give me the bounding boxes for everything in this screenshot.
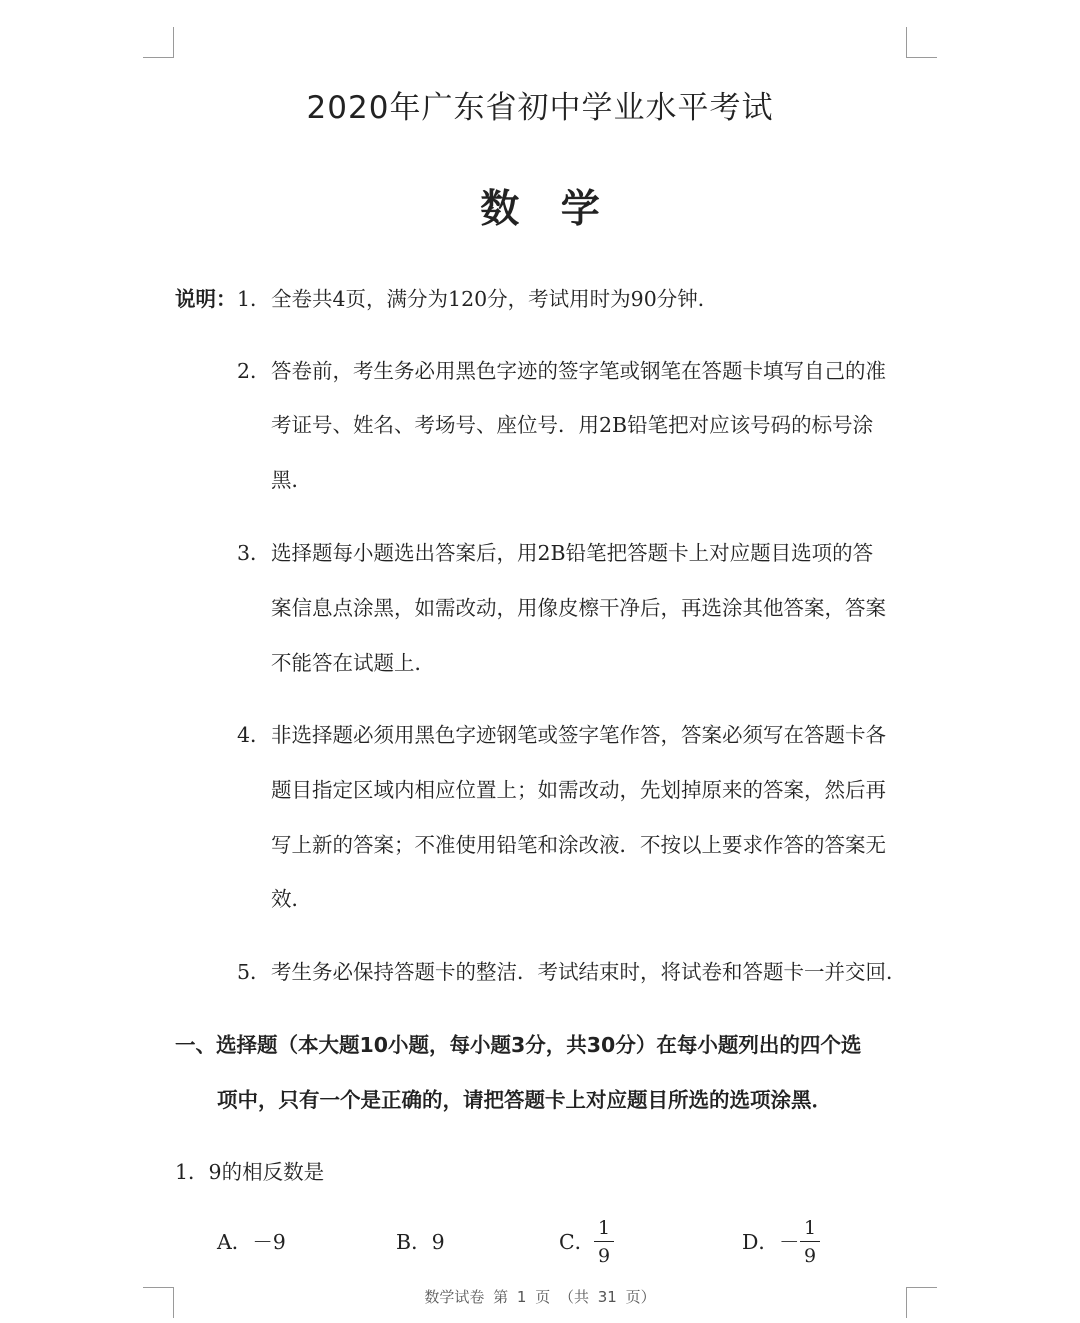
fraction-denominator: 9 [803,1245,817,1267]
option-text: 9 [431,1230,445,1254]
subject-title: 数 学 [480,187,614,232]
page-footer: 数学试卷 第 1 页 （共 31 页） [424,1288,656,1306]
option-c-fraction [594,1218,614,1266]
instruction-text: 写上新的答案；不准使用铅笔和涂改液．不按以上要求作答的答案无 [271,833,886,857]
instruction-text: 答卷前，考生务必用黑色字迹的签字笔或钢笔在答题卡填写自己的准 [271,359,886,383]
instruction-item-1 [237,284,718,314]
exam-title: 2020年广东省初中学业水平考试 [306,90,774,126]
instruction-item-5 [237,957,907,987]
instruction-number: 1． [237,287,271,311]
instruction-text: 非选择题必须用黑色字迹钢笔或签字笔作答，答案必须写在答题卡各 [271,723,886,747]
option-label: B． [396,1230,432,1254]
instruction-number: 5． [237,960,271,984]
instruction-text: 考生务必保持答题卡的整洁．考试结束时，将试卷和答题卡一并交回． [271,960,907,984]
section-heading-continued: 项中，只有一个是正确的，请把答题卡上对应题目所选的选项涂黑． [217,1088,832,1112]
option-label: D． [742,1230,779,1254]
instruction-item-4 [237,720,886,750]
section-heading: 一、选择题（本大题10小题，每小题3分，共30分）在每小题列出的四个选 [175,1033,862,1057]
instruction-text: 效． [271,887,312,911]
instruction-number: 4． [237,723,271,747]
instruction-text: 不能答在试题上． [271,651,435,675]
option-text: －9 [252,1230,286,1254]
fraction-numerator: 1 [597,1217,611,1239]
instruction-number: 3． [237,541,271,565]
instruction-text: 选择题每小题选出答案后，用2B铅笔把答题卡上对应题目选项的答 [271,541,874,565]
instruction-number: 2． [237,359,271,383]
instruction-text: 考证号、姓名、考场号、座位号．用2B铅笔把对应该号码的标号涂 [271,413,874,437]
instruction-item-2 [237,356,886,386]
instruction-text: 案信息点涂黑，如需改动，用像皮檫干净后，再选涂其他答案，答案 [271,596,886,620]
crop-mark-top-left [143,27,174,58]
instructions-label: 说明： [175,287,237,311]
fraction-bar [800,1241,820,1242]
instruction-text: 题目指定区域内相应位置上；如需改动，先划掉原来的答案，然后再 [271,778,886,802]
question-stem: 1．9的相反数是 [175,1160,325,1184]
fraction-numerator: 1 [803,1217,817,1239]
crop-mark-top-right [906,27,937,58]
option-a [217,1227,286,1257]
fraction-bar [594,1241,614,1242]
instruction-item-3 [237,538,873,568]
fraction-denominator: 9 [597,1245,611,1267]
option-c-label: C． [559,1230,596,1254]
option-sign: － [778,1230,800,1254]
instruction-text: 全卷共4页，满分为120分，考试用时为90分钟． [271,287,719,311]
option-d-label [742,1227,799,1257]
instruction-text: 黑． [271,468,312,492]
option-b [396,1227,445,1257]
option-label: A． [217,1230,253,1254]
option-d-fraction [800,1218,820,1266]
